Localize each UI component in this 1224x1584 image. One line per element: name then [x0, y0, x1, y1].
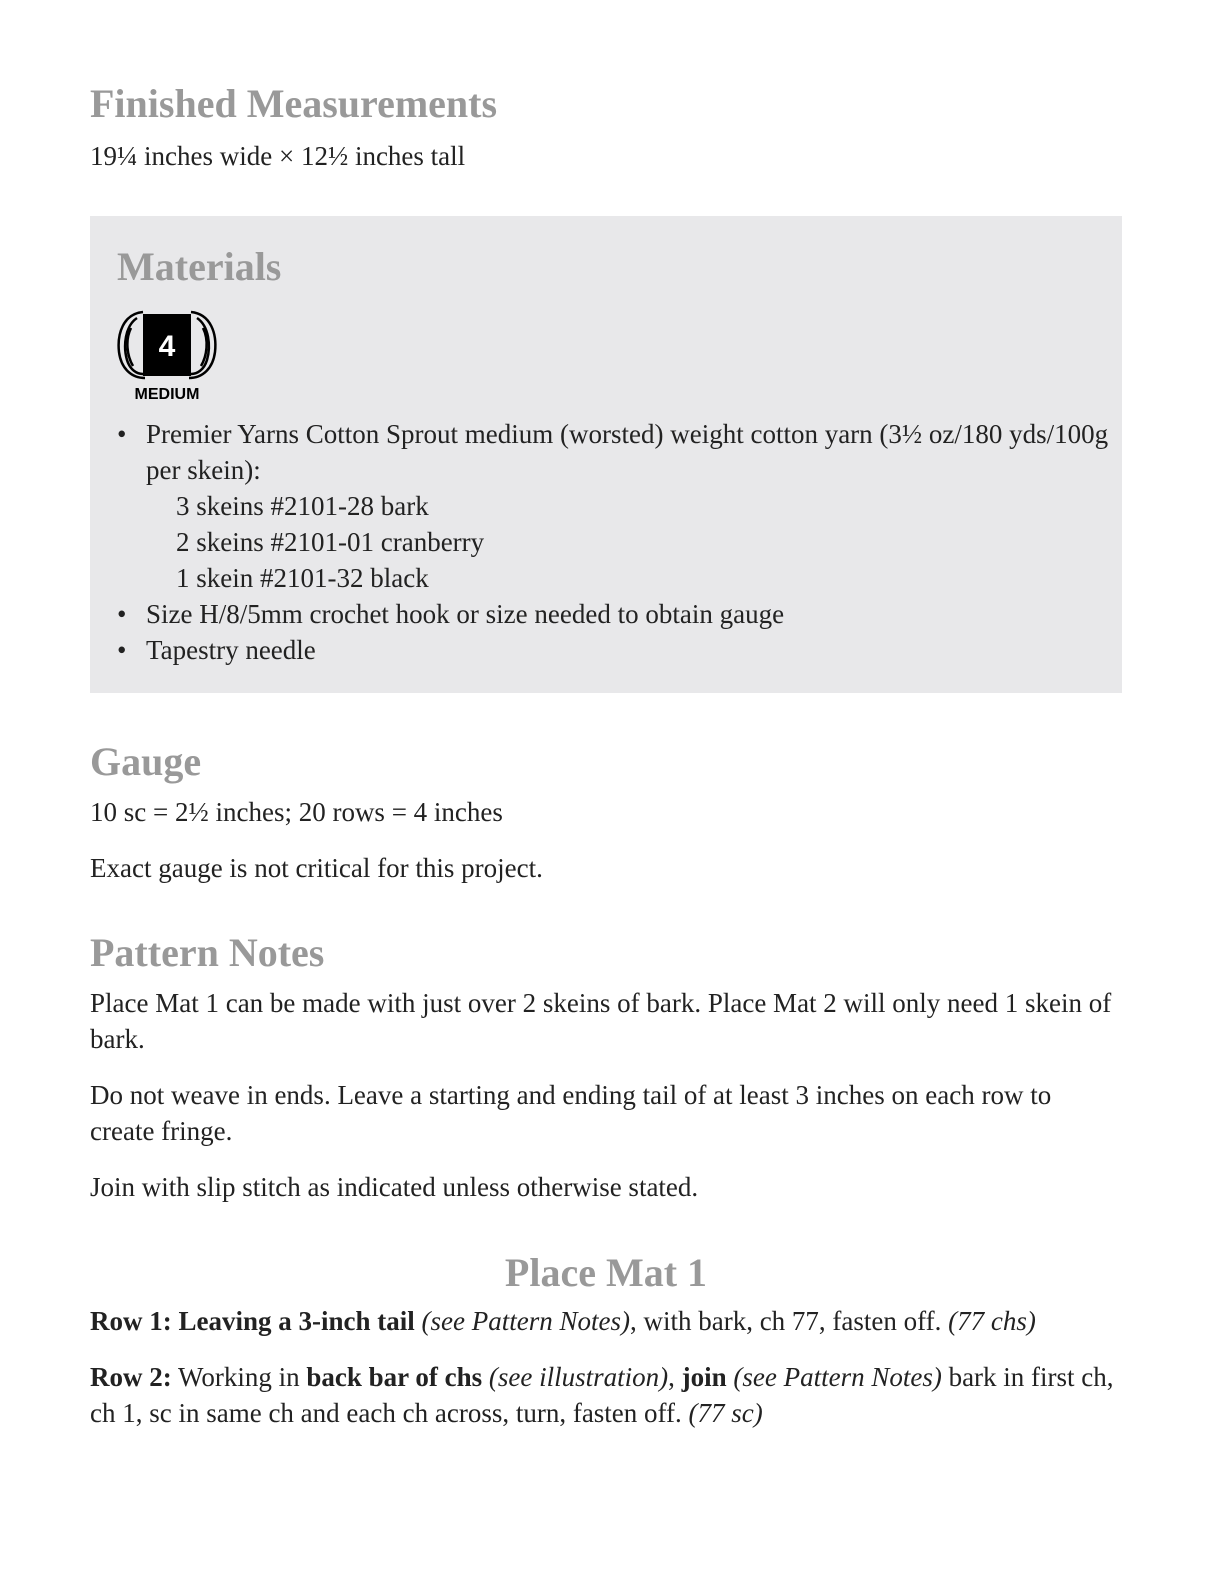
bullet: •: [117, 599, 127, 629]
materials-list: [90, 416, 1122, 668]
row-2-label: Row 2:: [90, 1362, 172, 1392]
row-1-label: Row 1:: [90, 1306, 172, 1336]
row-2-text-a: Working in: [178, 1362, 300, 1392]
row-2-text-b: ,: [668, 1362, 675, 1392]
pattern-note-2: Do not weave in ends. Leave a starting and ending tail of at least 3 inches on each row to create fringe.: [90, 1080, 1052, 1146]
finished-measurements-text: 19¼ inches wide × 12½ inches tall: [90, 141, 466, 171]
row-2-ref-b: (see Pattern Notes): [733, 1362, 942, 1392]
medium-yarn-weight-icon: [115, 306, 219, 416]
row-2-ref-a: (see illustration): [488, 1362, 669, 1392]
row-2-bold-a: back bar of chs: [306, 1362, 483, 1392]
row-1-ref: (see Pattern Notes): [421, 1306, 630, 1336]
pattern-note-1: Place Mat 1 can be made with just over 2 skeins of bark. Place Mat 2 will only need 1 skein of bark.: [90, 988, 1112, 1054]
yarn-weight-number: 4: [158, 330, 176, 363]
pattern-notes-section: [90, 930, 1122, 1205]
gauge-line: 10 sc = 2½ inches; 20 rows = 4 inches: [90, 797, 503, 827]
row-1-instruction: [90, 1303, 1122, 1339]
gauge-heading: Gauge: [90, 739, 202, 784]
yarn-color-black: 1 skein #2101-32 black: [176, 563, 429, 593]
place-mat-1-heading: Place Mat 1: [504, 1250, 708, 1295]
list-item: [90, 632, 1122, 668]
list-item: [90, 596, 1122, 632]
materials-needle-text: Tapestry needle: [146, 635, 316, 665]
materials-box: [90, 216, 1122, 693]
gauge-note: Exact gauge is not critical for this project.: [90, 853, 543, 883]
yarn-color-bark: 3 skeins #2101-28 bark: [176, 491, 429, 521]
bullet: •: [117, 419, 127, 449]
row-2-count: (77 sc): [688, 1398, 763, 1428]
finished-measurements-heading: Finished Measurements: [90, 81, 498, 126]
row-2-instruction: [90, 1359, 1122, 1431]
materials-hook-text: Size H/8/5mm crochet hook or size needed to obtain gauge: [146, 599, 785, 629]
yarn-weight-label: MEDIUM: [134, 386, 200, 403]
materials-heading: Materials: [117, 244, 282, 289]
bullet: •: [117, 635, 127, 665]
gauge-section: [90, 739, 1122, 886]
row-2-bold-b: join: [681, 1362, 727, 1392]
row-1-count: (77 chs): [948, 1306, 1036, 1336]
row-1-text: , with bark, ch 77, fasten off.: [629, 1306, 942, 1336]
row-2-text-c: bark in first ch, ch 1, sc in same ch and each ch across, turn, fasten off.: [90, 1362, 1114, 1428]
list-item: [90, 416, 1122, 596]
row-1-bold: Leaving a 3-inch tail: [178, 1306, 415, 1336]
pattern-notes-heading: Pattern Notes: [90, 930, 325, 975]
place-mat-1-section: [90, 1250, 1122, 1431]
pattern-note-3: Join with slip stitch as indicated unless otherwise stated.: [90, 1172, 699, 1202]
finished-measurements-section: [90, 81, 1122, 174]
materials-yarn-text: Premier Yarns Cotton Sprout medium (worsted) weight cotton yarn (3½ oz/180 yds/100g per skein):: [146, 419, 1109, 485]
yarn-color-cranberry: 2 skeins #2101-01 cranberry: [176, 527, 485, 557]
